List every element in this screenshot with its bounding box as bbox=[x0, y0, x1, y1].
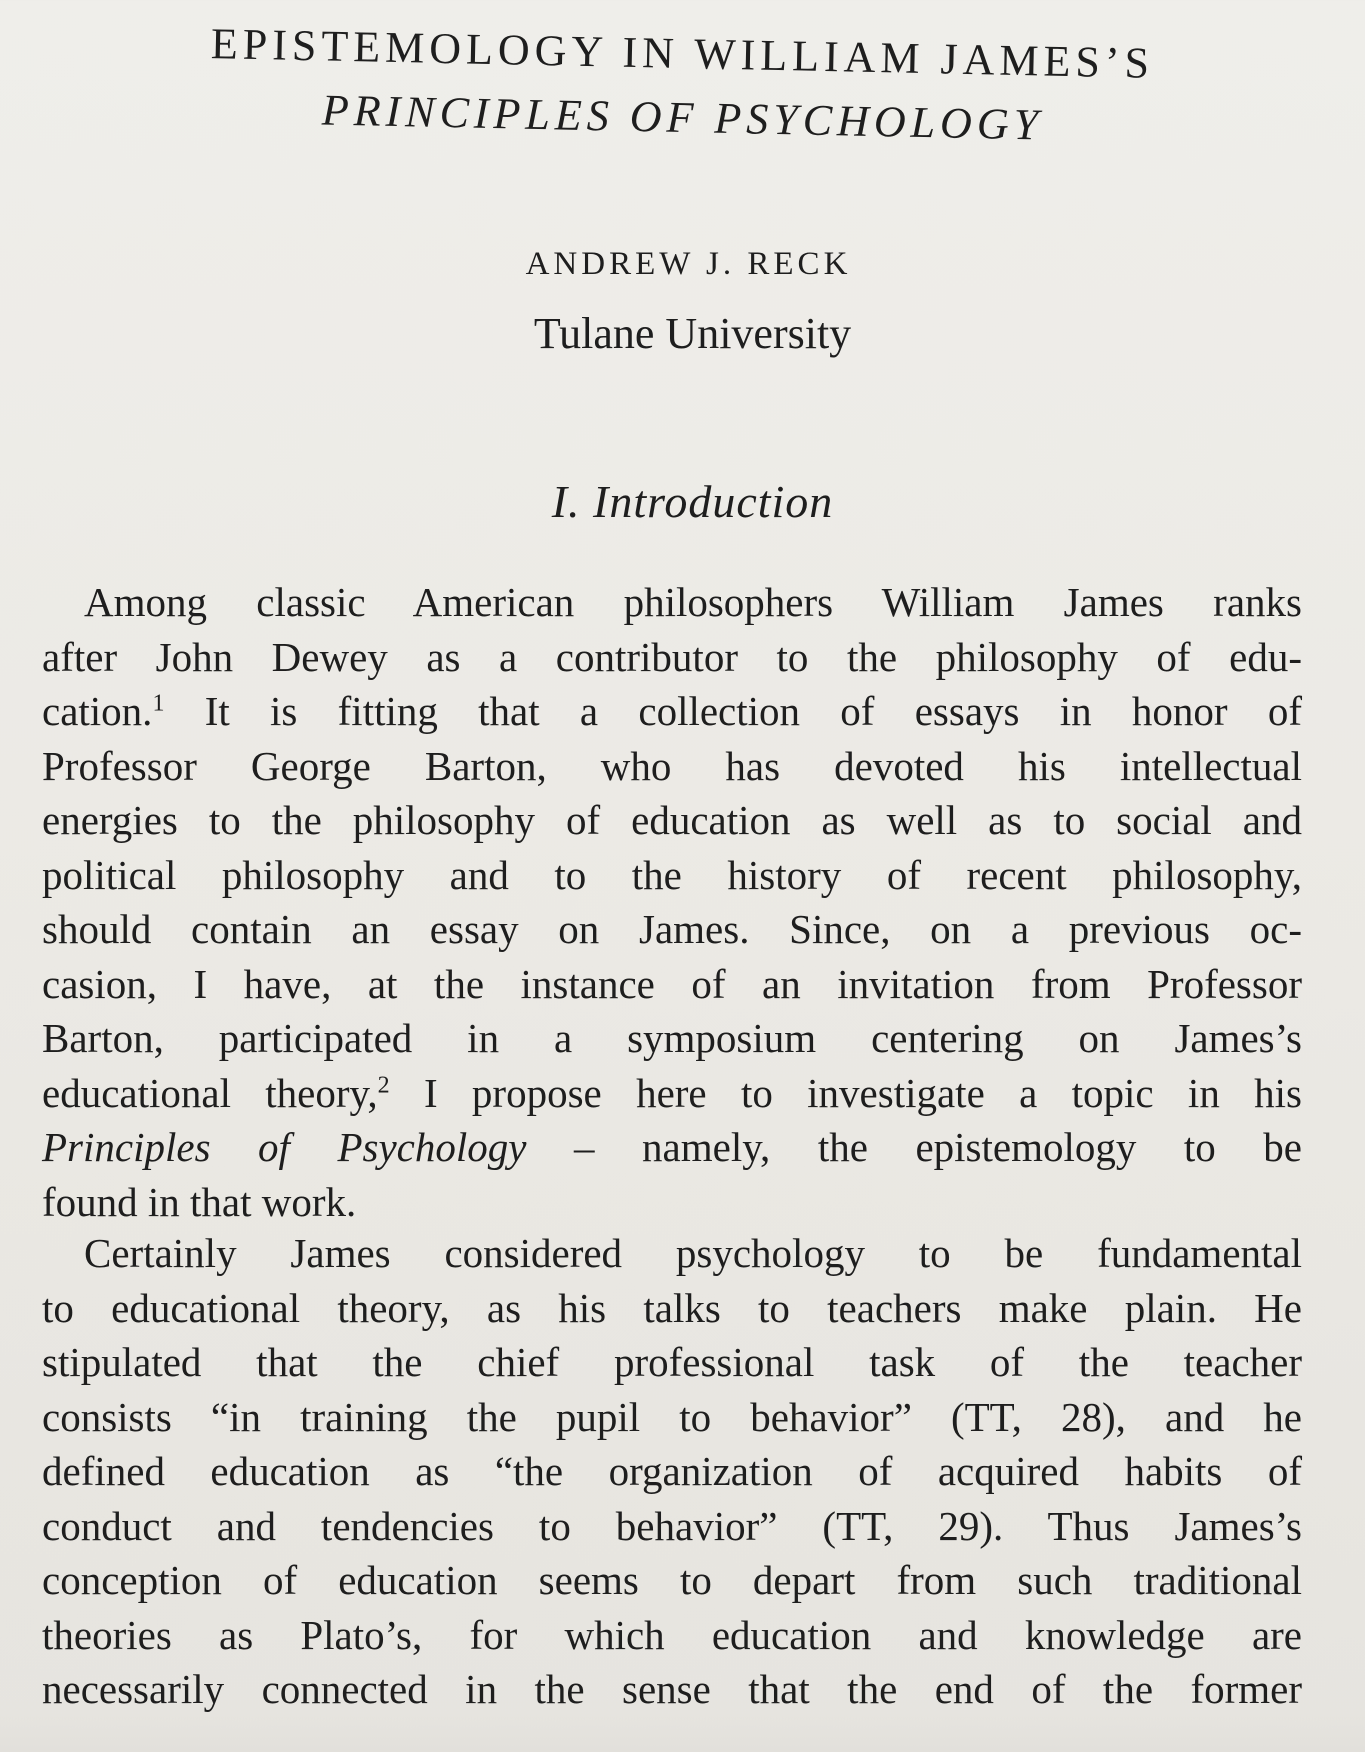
paragraph-line: defined education as “the organization of acquired habits of bbox=[42, 1448, 1302, 1494]
footnote-marker: 2 bbox=[377, 1071, 390, 1098]
paragraph-line: Among classic American philosophers William James ranks bbox=[84, 579, 1302, 625]
paragraph-line: to educational theory, as his talks to teachers make plain. He bbox=[42, 1284, 1302, 1331]
book-title-italic: Principles of Psychology bbox=[42, 1124, 527, 1170]
paragraph-line bbox=[42, 1120, 1302, 1175]
paragraph-line: Certainly James considered psychology to be fundamental bbox=[84, 1230, 1302, 1276]
article-title-line-2: PRINCIPLES OF PSYCHOLOGY bbox=[321, 85, 1044, 150]
paragraph-line: political philosophy and to the history of recent philosophy, bbox=[42, 851, 1302, 898]
author-affiliation: Tulane University bbox=[533, 309, 852, 358]
paragraph-line: after John Dewey as a contributor to the philosophy of edu- bbox=[42, 633, 1302, 680]
paragraph-line: energies to the philosophy of education as well as to social and bbox=[42, 797, 1302, 843]
paragraph-line: theories as Plato’s, for which education and knowledge are bbox=[42, 1611, 1302, 1658]
paragraph-line: Professor George Barton, who has devoted his intellectual bbox=[42, 742, 1302, 789]
section-heading: I. Introduction bbox=[551, 476, 834, 527]
paragraph-line: stipulated that the chief professional task of the teacher bbox=[42, 1339, 1302, 1385]
article-title-line-1: EPISTEMOLOGY IN WILLIAM JAMES’S bbox=[210, 19, 1155, 88]
paragraph-line: necessarily connected in the sense that the end of the former bbox=[42, 1666, 1302, 1712]
paragraph-1 bbox=[42, 575, 1302, 1229]
line-prefix: cation. bbox=[42, 688, 153, 734]
line-text: – namely, the epistemology to be bbox=[574, 1124, 1303, 1170]
page-shadow bbox=[0, 1712, 1365, 1752]
paragraph-line bbox=[42, 684, 1302, 739]
line-text: It is fitting that a collection of essays in honor of bbox=[204, 688, 1303, 734]
author-name: ANDREW J. RECK bbox=[525, 246, 852, 282]
line-prefix: educational theory, bbox=[42, 1069, 378, 1116]
paragraph-line: should contain an essay on James. Since, on a previous oc- bbox=[42, 906, 1302, 952]
paragraph-line: found in that work. bbox=[42, 1178, 357, 1225]
paragraph-line: casion, I have, at the instance of an invitation from Professor bbox=[42, 960, 1302, 1007]
paragraph-line: conception of education seems to depart from such traditional bbox=[42, 1557, 1302, 1603]
paragraph-2 bbox=[42, 1226, 1302, 1717]
paragraph-line: Barton, participated in a symposium centering on James’s bbox=[42, 1015, 1302, 1061]
paragraph-line: conduct and tendencies to behavior” (TT, 29). Thus James’s bbox=[42, 1502, 1302, 1549]
line-text: I propose here to investigate a topic in his bbox=[423, 1069, 1302, 1116]
footnote-marker: 1 bbox=[152, 690, 165, 717]
paragraph-line: consists “in training the pupil to behavior” (TT, 28), and he bbox=[42, 1393, 1302, 1440]
paragraph-line bbox=[42, 1066, 1302, 1121]
